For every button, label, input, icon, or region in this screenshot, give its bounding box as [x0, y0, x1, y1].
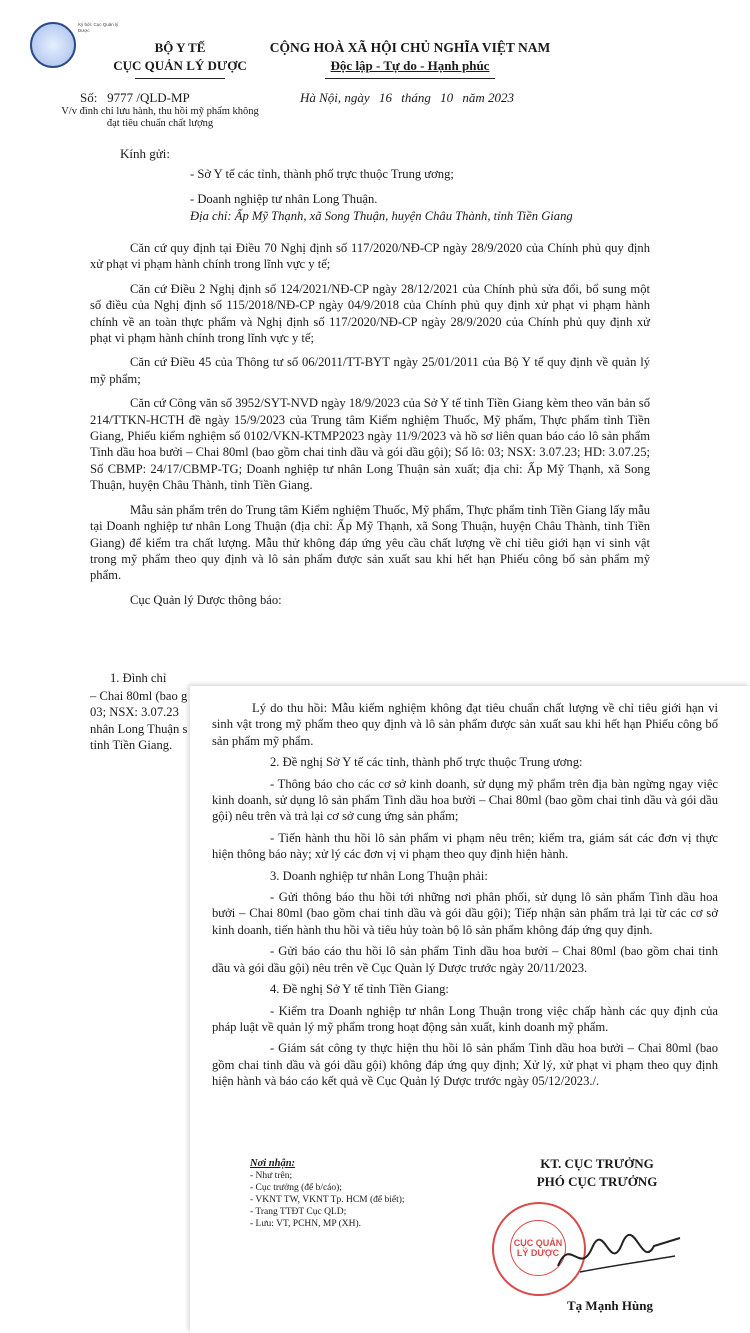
document-number [80, 90, 190, 106]
section-heading: 3. Doanh nghiệp tư nhân Long Thuận phải: [270, 868, 488, 883]
seal-text: CỤC QUẢN LÝ DƯỢC [510, 1220, 566, 1276]
recipients-heading: Nơi nhận: [250, 1158, 296, 1169]
national-motto: Độc lập - Tự do - Hạnh phúc [330, 58, 490, 73]
signer-name: Tạ Mạnh Hùng [567, 1298, 653, 1313]
item-1-start: 1. Đình chỉ [110, 671, 167, 685]
paragraph: Mẫu sản phẩm trên do Trung tâm Kiểm nghiệm Thuốc, Mỹ phẩm, Thực phẩm tỉnh Tiền Giang lấy mẫu tại Doanh nghiệp tư nhân Long Thuận (địa chỉ: Ấp Mỹ Thạnh, xã Song Thuận, huyện Châu Thành, tỉnh Tiền Giang) để kiểm tra chất lượng. Mẫu thử không đáp ứng yêu cầu chất lượng về chỉ tiêu giới hạn vi sinh vật trong mỹ phẩm theo quy định và lô sản phẩm được sản xuất sau khi hết hạn Phiếu công bố sản phẩm mỹ phẩm. [90, 502, 650, 583]
paragraph: - Tiến hành thu hồi lô sản phẩm vi phạm nêu trên; kiểm tra, giám sát các đơn vị thực hiện thông báo này; xử lý các đơn vị vi phạm theo quy định hiện hành. [212, 830, 718, 862]
truncated-line: 03; NSX: 3.07.23 [90, 705, 179, 720]
date-month: 10 [440, 90, 454, 105]
header-divider-left [135, 78, 225, 79]
ministry-name: BỘ Y TẾ [154, 40, 206, 55]
addressee-1: - Sở Y tế các tỉnh, thành phố trực thuộc Trung ương; [190, 167, 454, 181]
truncated-line: tỉnh Tiền Giang. [90, 738, 173, 753]
paragraph: - Kiểm tra Doanh nghiệp tư nhân Long Thuận trong việc chấp hành các quy định của pháp luật về quản lý mỹ phẩm trong hoạt động sản xuất, kinh doanh mỹ phẩm. [212, 1003, 718, 1034]
body-bottom [212, 700, 718, 1095]
recipient-item: - Như trên; [250, 1171, 293, 1181]
paragraph: Căn cứ quy định tại Điều 70 Nghị định số 117/2020/NĐ-CP ngày 28/9/2020 của Chính phủ quy định xử phạt vi phạm hành chính trong lĩnh vực y tế; [90, 241, 650, 272]
greeting: Kính gửi: [120, 146, 171, 161]
addressee-address: Địa chỉ: Ấp Mỹ Thạnh, xã Song Thuận, huyện Châu Thành, tỉnh Tiền Giang [190, 209, 573, 223]
national-title: CỘNG HOÀ XÃ HỘI CHỦ NGHĨA VIỆT NAM [269, 40, 551, 55]
truncated-line: nhân Long Thuận s [90, 721, 188, 736]
date-line [300, 90, 560, 106]
date-day: 16 [378, 90, 392, 105]
paragraph: - Gửi thông báo thu hồi tới những nơi phân phối, sử dụng lô sản phẩm Tinh dầu hoa bưởi – Chai 80ml (bao gồm chai tinh dầu và gói dầu gội); Tiếp nhận sản phẩm trả lại từ các cơ sở kinh doanh, tiến hành thu hồi và tiêu hủy toàn bộ lô sản phẩm không đáp ứng quy định. [212, 890, 718, 937]
paragraph: Căn cứ Công văn số 3952/SYT-NVD ngày 18/9/2023 của Sở Y tế tỉnh Tiền Giang kèm theo văn bản số 214/TTKN-HCTH đề ngày 15/9/2023 của Trung tâm Kiểm nghiệm Thuốc, Mỹ phẩm, Thực phẩm tỉnh Tiền Giang, Phiếu kiểm nghiệm số 0102/VKN-KTMP2023 ngày 11/9/2023 và hồ sơ liên quan báo cáo lô sản phẩm Tinh dầu hoa bưởi – Chai 80ml (bao gồm chai tinh dầu và gói dầu gội); Số lô: 03; NSX: 3.07.23; HD: 3.07.25; Số CBMP: 24/17/CBMP-TG; Doanh nghiệp tư nhân Long Thuận sản xuất; địa chỉ: Ấp Mỹ Thạnh, xã Song Thuận, huyện Châu Thành, tỉnh Tiền Giang. [90, 396, 650, 493]
recipient-item: - Cục trưởng (để b/cáo); [250, 1183, 342, 1193]
handwritten-signature-icon [550, 1226, 690, 1286]
document-sheet-bottom [190, 686, 750, 1333]
paragraph: - Thông báo cho các cơ sở kinh doanh, sử dụng mỹ phẩm trên địa bàn ngừng ngay việc kinh doanh, sử dụng lô sản phẩm Tinh dầu hoa bưởi – Chai 80ml (bao gồm chai tinh dầu và gói dầu gội) nêu trên và trả lại cơ sở cung ứng sản phẩm; [212, 776, 718, 824]
body-top [90, 240, 650, 616]
notice-line: Cục Quản lý Dược thông báo: [130, 592, 282, 607]
paragraph: - Gửi báo cáo thu hồi lô sản phẩm Tinh dầu hoa bưởi – Chai 80ml (bao gồm chai tinh dầu và gói dầu gội) nêu trên về Cục Quản lý Dược trước ngày 20/11/2023. [212, 944, 718, 975]
header-divider-right [325, 78, 495, 79]
addressee-2: - Doanh nghiệp tư nhân Long Thuận. [190, 192, 378, 206]
truncated-line: – Chai 80ml (bao g [90, 689, 188, 703]
paragraph: Căn cứ Điều 45 của Thông tư số 06/2011/TT-BYT ngày 25/01/2011 của Bộ Y tế quy định về quản lý mỹ phẩm; [90, 355, 650, 386]
document-subject: V/v đình chỉ lưu hành, thu hồi mỹ phẩm không đạt tiêu chuẩn chất lượng [61, 106, 259, 129]
recipient-item: - Trang TTĐT Cục QLD; [250, 1207, 347, 1217]
date-place: Hà Nội, ngày [300, 90, 370, 105]
recipient-item: - VKNT TW, VKNT Tp. HCM (để biết); [250, 1195, 405, 1205]
recipients-list [250, 1158, 490, 1230]
recipient-item: - Lưu: VT, PCHN, MP (XH). [250, 1219, 362, 1229]
section-heading: 2. Đề nghị Sở Y tế các tỉnh, thành phố trực thuộc Trung ương: [270, 755, 583, 770]
paragraph: - Giám sát công ty thực hiện thu hồi lô sản phẩm Tinh dầu hoa bưởi – Chai 80ml (bao gồm chai tinh dầu và gói dầu gội) không đáp ứng quy định; Xử lý, xử phạt vi phạm theo quy định hiện hành và báo cáo kết quả về Cục Quản lý Dược trước ngày 05/12/2023./. [212, 1041, 718, 1089]
ministry-logo-icon [30, 22, 76, 68]
digital-signature-note: Ký bởi: Cục Quản lý Dược [78, 22, 119, 33]
paragraph: Lý do thu hồi: Mẫu kiểm nghiệm không đạt tiêu chuẩn chất lượng về chỉ tiêu giới hạn vi sinh vật trong mỹ phẩm theo quy định và lô sản phẩm được sản xuất sau khi hết hạn Phiếu công bố sản phẩm mỹ phẩm. [212, 701, 718, 748]
date-year: năm 2023 [462, 90, 514, 105]
signer-title-2: PHÓ CỤC TRƯỞNG [536, 1174, 658, 1189]
paragraph: Căn cứ Điều 2 Nghị định số 124/2021/NĐ-CP ngày 28/12/2021 của Chính phủ sửa đổi, bổ sung một số điều của Nghị định số 115/2018/NĐ-CP ngày 04/9/2018 của Chính phủ quy định xử phạt vi phạm hành chính về an toàn thực phẩm và Nghị định số 117/2020/NĐ-CP ngày 28/9/2020 của Chính phủ quy định xử phạt vi phạm hành chính trong lĩnh vực y tế; [90, 281, 650, 346]
department-name: CỤC QUẢN LÝ DƯỢC [113, 58, 247, 73]
date-month-label: tháng [401, 90, 431, 105]
signer-title-1: KT. CỤC TRƯỞNG [540, 1156, 654, 1171]
document-number-label: Số: [80, 90, 98, 105]
section-heading: 4. Đề nghị Sở Y tế tỉnh Tiền Giang: [270, 982, 449, 997]
document-number-value: 9777 /QLD-MP [107, 90, 190, 105]
truncated-text [90, 688, 202, 754]
